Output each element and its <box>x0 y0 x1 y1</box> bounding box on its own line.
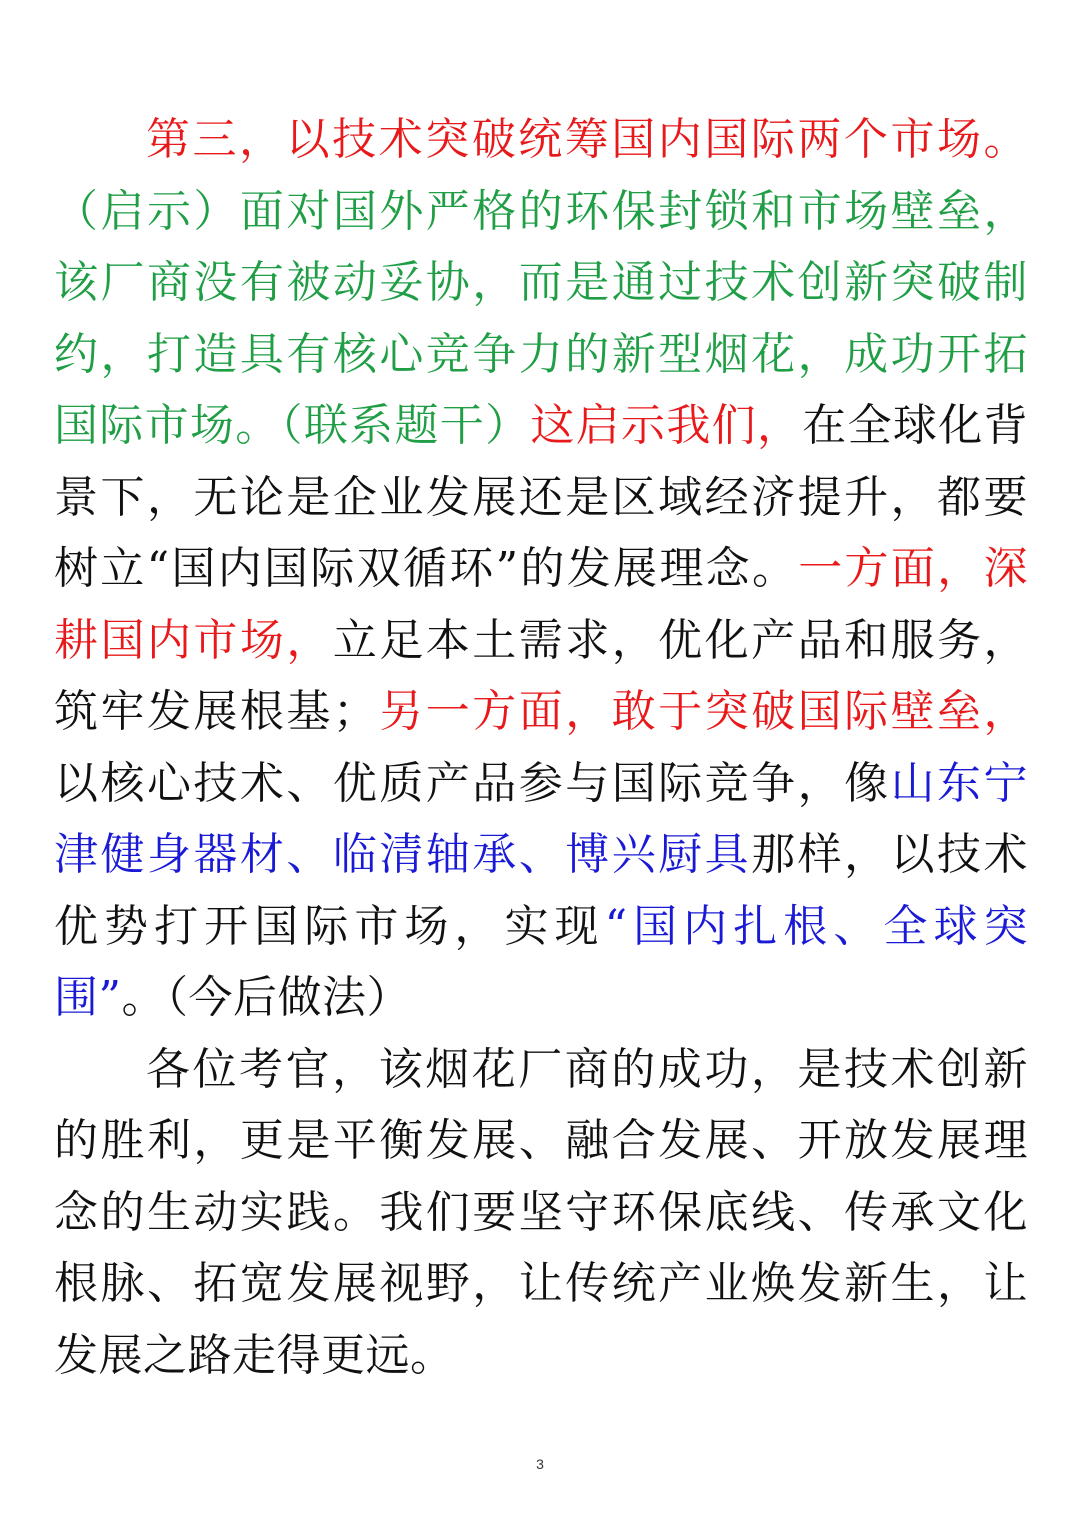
body-sentence: 。（今后做法） <box>121 972 411 1023</box>
paragraph-2 <box>54 1034 1028 1392</box>
second-aspect: 另一方面，敢于突破国际壁垒， <box>377 686 1029 737</box>
heading-point-three: 第三，以技术突破统筹国内国际两个市场。 <box>146 114 1028 165</box>
inspiration-text: （启示）面对国外严格的环保封锁和市场壁垒，该厂商没有被动妥协，而是通过技术创新突破制约，打造具有核心竞争力的新型烟花，成功开拓国际市场。（联系题干） <box>54 185 1028 451</box>
paragraph-1 <box>54 104 1028 1034</box>
example-industries: 山东宁津健身器材、临清轴承、博兴厨具 <box>54 757 1029 880</box>
body-sentence: 立足本土需求，优化产品和服务，筑牢发展根基； <box>54 614 1029 737</box>
body-sentence: 以核心技术、优质产品参与国际竞争，像 <box>54 757 891 809</box>
body-sentence: 在全球化背景下，无论是企业发展还是区域经济提升，都要树立“国内国际双循环”的发展理念。 <box>54 400 1029 594</box>
body-sentence: 那样，以技术优势打开国际市场，实现 <box>54 829 1028 952</box>
insight-lead: 这启示我们， <box>530 400 803 451</box>
body-text <box>54 104 1028 1391</box>
page-number: 3 <box>536 1456 544 1472</box>
first-aspect: 一方面，深耕国内市场， <box>54 543 1028 666</box>
slogan-quote: “国内扎根、全球突围” <box>54 900 1028 1023</box>
conclusion-text: 各位考官，该烟花厂商的成功，是技术创新的胜利，更是平衡发展、融合发展、开放发展理念的生动实践。我们要坚守环保底线、传承文化根脉、拓宽发展视野，让传统产业焕发新生，让发展之路走得更远。 <box>54 1043 1028 1381</box>
